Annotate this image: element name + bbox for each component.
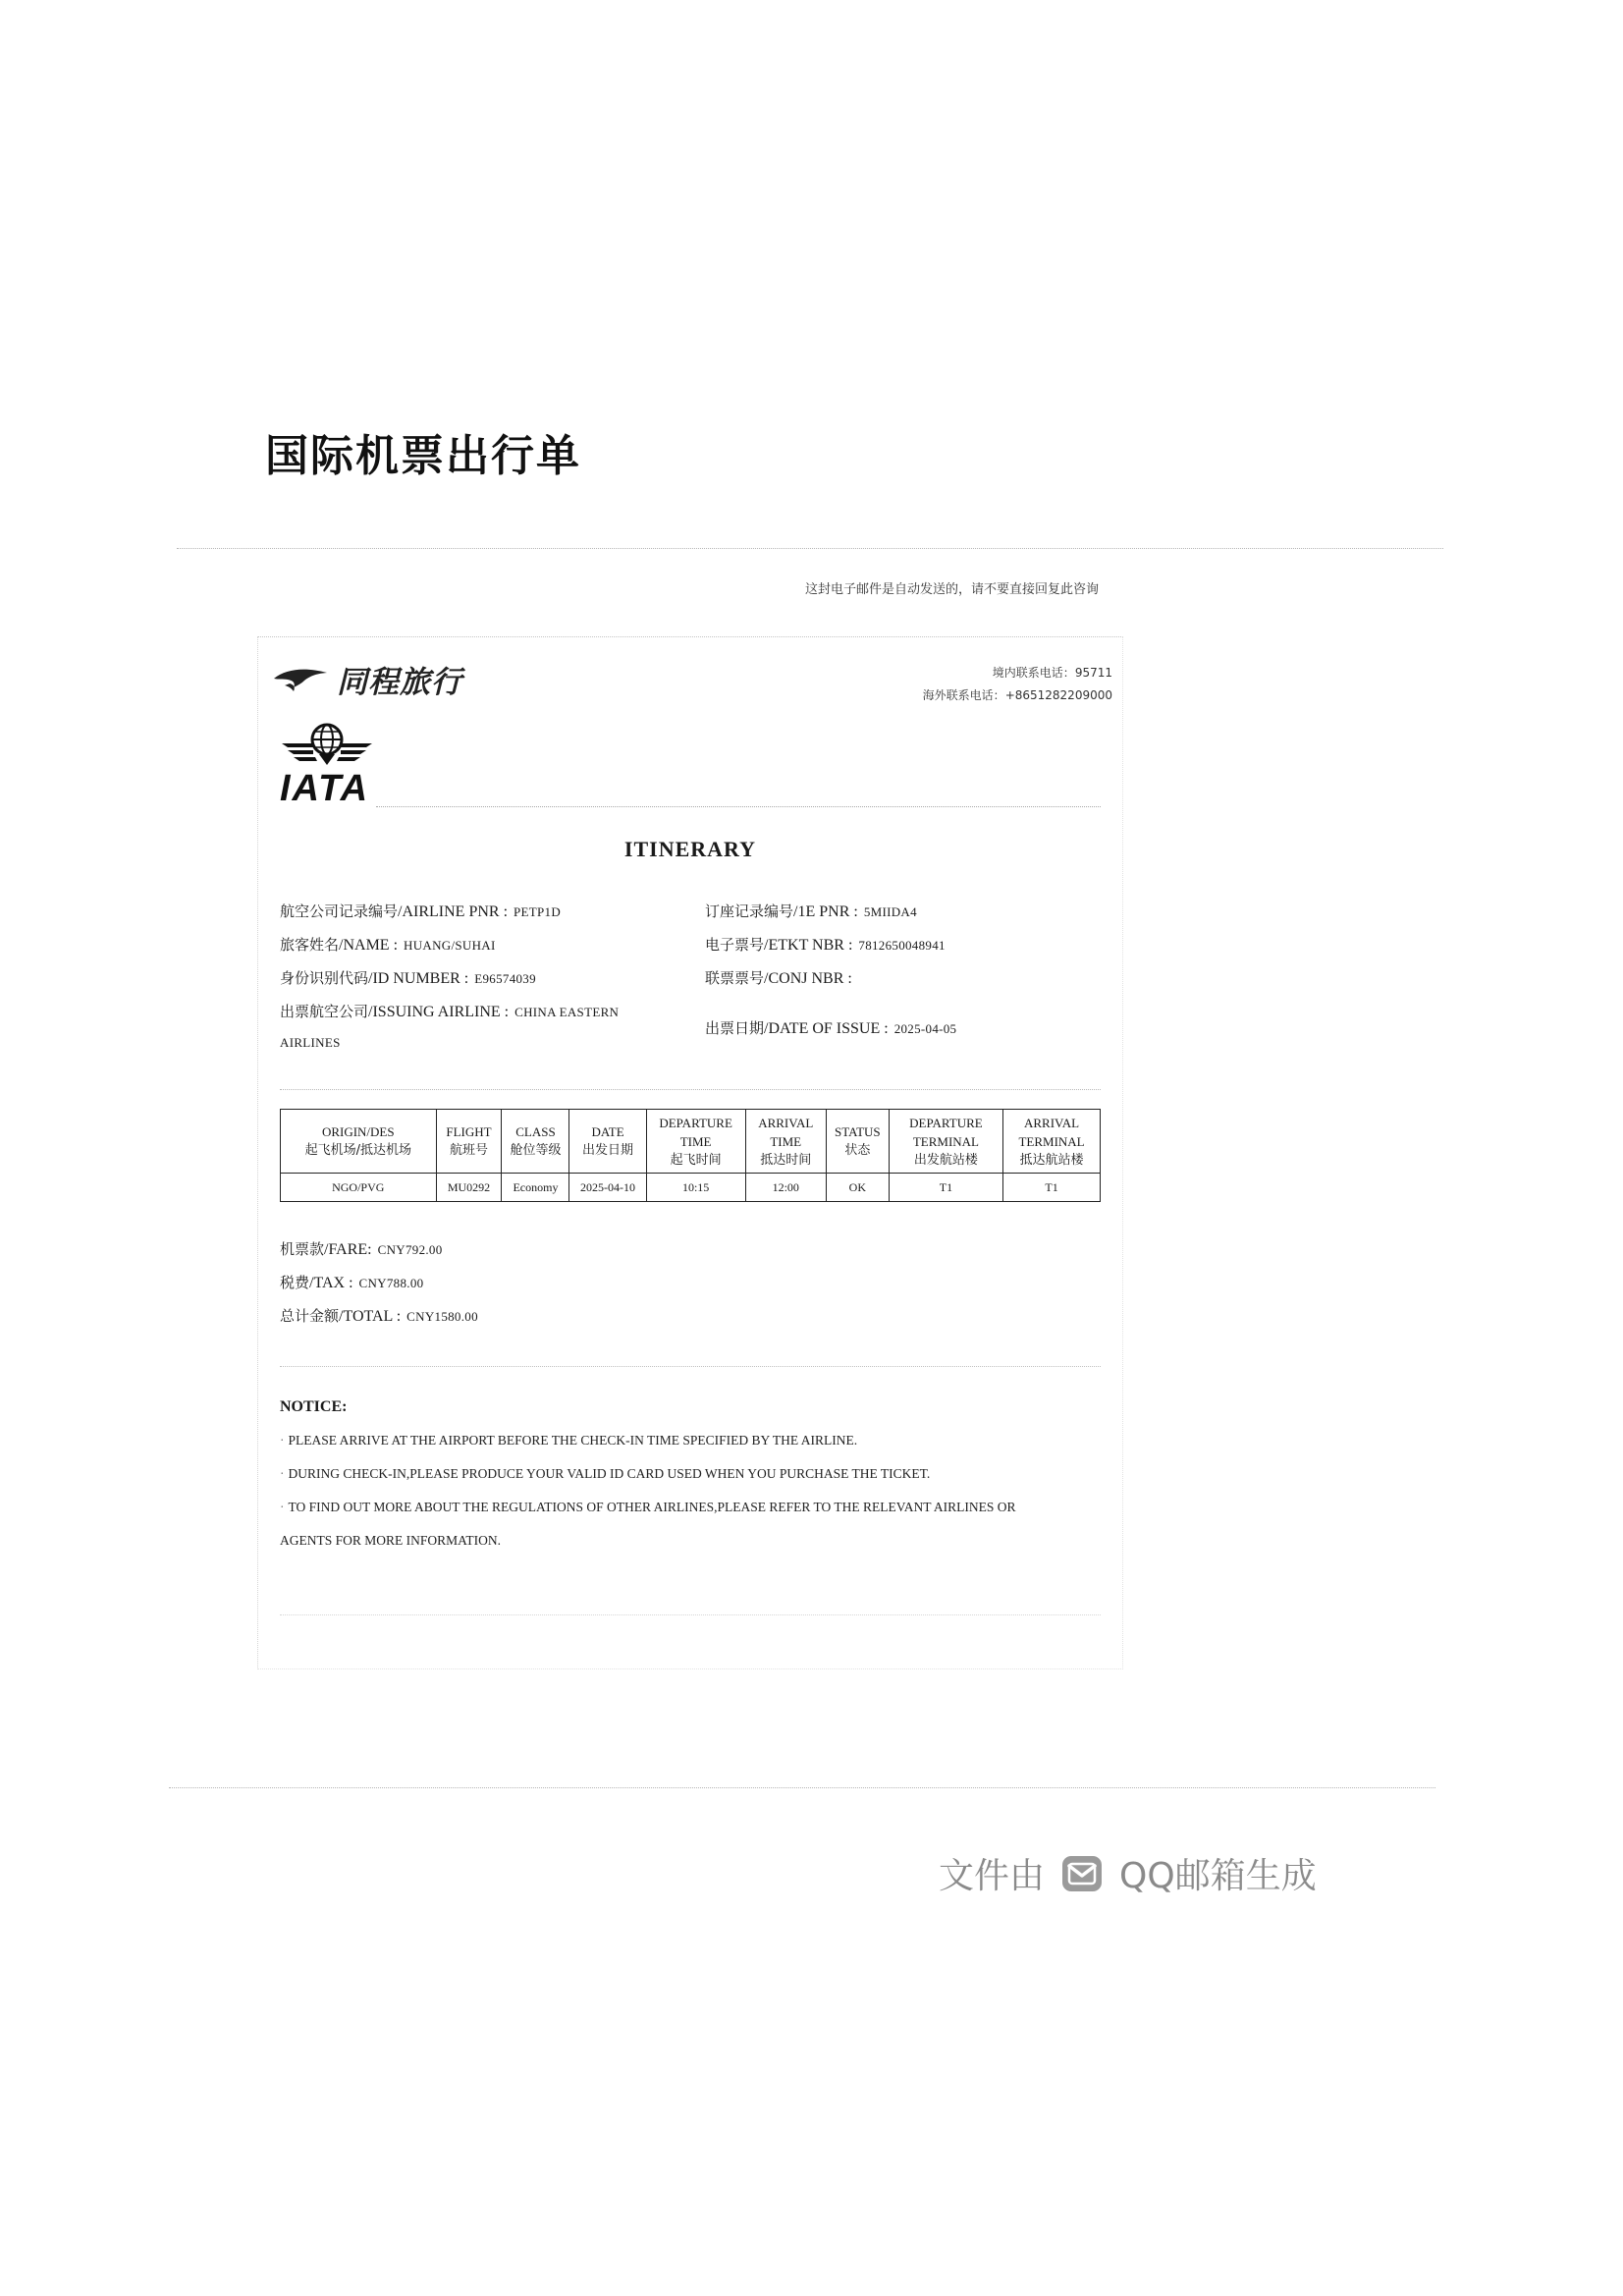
field-label-zh: 机票款 [280, 1240, 325, 1258]
field-label-zh: 电子票号 [705, 936, 765, 954]
overseas-contact [923, 684, 1112, 707]
header-en: STATUS [835, 1124, 881, 1139]
cell-arrival-terminal: T1 [1003, 1174, 1101, 1202]
cell-departure-terminal: T1 [889, 1174, 1002, 1202]
field-label-zh: 订座记录编号 [705, 902, 794, 920]
col-flight [436, 1110, 502, 1174]
top-divider [177, 548, 1443, 549]
header-en: ARRIVAL [1023, 1115, 1080, 1130]
col-date [569, 1110, 646, 1174]
field-label-en: /TOTAL : [339, 1308, 402, 1325]
col-departure-terminal [889, 1110, 1002, 1174]
field-label-en: /FARE: [324, 1241, 372, 1258]
col-status [826, 1110, 889, 1174]
iata-globe-icon [280, 722, 374, 769]
col-departure-time [646, 1110, 745, 1174]
table-divider [280, 1089, 1101, 1090]
contact-value: 95711 [1074, 666, 1112, 680]
header-en: FLIGHT [446, 1124, 492, 1139]
col-origin-des [281, 1110, 437, 1174]
field-value: HUANG/SUHAI [404, 938, 496, 953]
header-en-2: TERMINAL [1018, 1133, 1085, 1149]
auto-email-note: 这封电子邮件是自动发送的，请不要直接回复此咨询 [804, 582, 1099, 597]
iata-logo [280, 722, 374, 807]
field-label-zh: 联票票号 [705, 969, 765, 987]
table-row [281, 1174, 1101, 1202]
domestic-contact [923, 662, 1112, 684]
col-arrival-terminal [1003, 1110, 1101, 1174]
iata-wordmark: IATA [280, 768, 370, 809]
field-label-en: /CONJ NBR : [764, 970, 852, 987]
cell-status: OK [826, 1174, 889, 1202]
field-label-zh: 出票日期 [705, 1019, 765, 1037]
header-en: ORIGIN/DES [321, 1124, 395, 1139]
header-en: CLASS [515, 1124, 556, 1139]
header-zh: 出发航站楼 [913, 1152, 978, 1168]
notice-line: · DURING CHECK-IN,PLEASE PRODUCE YOUR VALID ID CARD USED WHEN YOU PURCHASE THE TICKET. [280, 1466, 930, 1482]
cell-date: 2025-04-10 [569, 1174, 646, 1202]
field-value: CHINA EASTERN [514, 1005, 620, 1019]
field-value: E96574039 [474, 971, 536, 986]
itinerary-document [257, 636, 1123, 1669]
notice-line: · PLEASE ARRIVE AT THE AIRPORT BEFORE THE CHECK-IN TIME SPECIFIED BY THE AIRLINE. [280, 1433, 857, 1449]
footer-divider [169, 1787, 1435, 1788]
field-value: 2025-04-05 [893, 1021, 957, 1036]
brand-logo [272, 657, 462, 701]
qq-mail-icon [1060, 1852, 1104, 1895]
conj-field [705, 967, 858, 988]
header-zh: 出发日期 [582, 1143, 634, 1158]
date-of-issue-field [705, 1017, 956, 1038]
brand-name: 同程旅行 [337, 665, 462, 700]
page-title: 国际机票出行单 [265, 431, 581, 481]
field-label-en: /ID NUMBER : [368, 970, 469, 987]
field-value: 5MIIDA4 [863, 904, 917, 919]
field-value-cont: AIRLINES [280, 1035, 341, 1050]
notice-divider [280, 1366, 1101, 1367]
field-value: 7812650048941 [858, 938, 946, 953]
field-value: CNY792.00 [377, 1242, 443, 1257]
header-zh: 起飞时间 [670, 1152, 722, 1168]
cell-class: Economy [502, 1174, 569, 1202]
flight-table [280, 1109, 1101, 1202]
cell-departure-time: 10:15 [646, 1174, 745, 1202]
bird-logo-icon [272, 667, 329, 692]
header-zh: 状态 [844, 1143, 871, 1158]
document-bottom-divider [280, 1614, 1101, 1615]
field-label-zh: 身份识别代码 [280, 969, 369, 987]
contact-value: +8651282209000 [1004, 688, 1112, 702]
field-label-en: /TAX : [309, 1275, 353, 1291]
notice-title: NOTICE: [280, 1398, 348, 1415]
field-label-zh: 总计金额 [280, 1307, 340, 1325]
itinerary-title: ITINERARY [623, 837, 757, 861]
total-field [280, 1305, 478, 1326]
cell-arrival-time: 12:00 [745, 1174, 826, 1202]
notice-line-cont: AGENTS FOR MORE INFORMATION. [280, 1533, 502, 1548]
field-label-zh: 税费 [280, 1274, 310, 1291]
field-label-en: /ETKT NBR : [764, 937, 853, 954]
field-value: CNY1580.00 [406, 1309, 478, 1324]
header-en-2: TERMINAL [912, 1133, 979, 1149]
notice-line: · TO FIND OUT MORE ABOUT THE REGULATIONS OF OTHER AIRLINES,PLEASE REFER TO THE RELEVANT AIRLINES OR [280, 1500, 1016, 1515]
header-en: DATE [591, 1124, 624, 1139]
field-value: PETP1D [514, 904, 562, 919]
field-label-zh: 旅客姓名 [280, 936, 340, 954]
header-zh: 起飞机场/抵达机场 [304, 1143, 411, 1158]
watermark-prefix: 文件由 [939, 1856, 1046, 1896]
fare-field [280, 1238, 443, 1259]
field-label-en: /ISSUING AIRLINE : [368, 1004, 510, 1020]
field-value: CNY788.00 [358, 1276, 424, 1290]
contact-label: 海外联系电话： [922, 688, 1005, 702]
qq-mail-watermark [939, 1848, 1317, 1898]
header-en: DEPARTURE [659, 1115, 732, 1130]
col-class [502, 1110, 569, 1174]
cell-flight: MU0292 [436, 1174, 502, 1202]
field-label-en: /DATE OF ISSUE : [764, 1020, 889, 1037]
watermark-suffix: QQ邮箱生成 [1119, 1856, 1317, 1896]
header-zh: 舱位等级 [510, 1143, 562, 1158]
header-en-2: TIME [679, 1133, 712, 1149]
table-header-row [281, 1110, 1101, 1174]
name-field [280, 934, 496, 955]
col-arrival-time [745, 1110, 826, 1174]
tax-field [280, 1272, 423, 1292]
issuing-airline-field [280, 1001, 619, 1021]
issuing-airline-cont [280, 1034, 341, 1052]
airline-pnr-field [280, 901, 561, 921]
ie-pnr-field [705, 901, 917, 921]
field-label-en: /NAME : [339, 937, 399, 954]
contact-label: 境内联系电话： [992, 666, 1075, 680]
contact-info [923, 662, 1112, 707]
field-label-en: /AIRLINE PNR : [398, 903, 509, 920]
header-zh: 抵达航站楼 [1019, 1152, 1084, 1168]
id-number-field [280, 967, 536, 988]
header-zh: 航班号 [450, 1143, 489, 1158]
header-en-2: TIME [770, 1133, 802, 1149]
cell-origin-des: NGO/PVG [281, 1174, 437, 1202]
field-label-zh: 航空公司记录编号 [280, 902, 399, 920]
header-divider [376, 806, 1101, 807]
field-label-en: /1E PNR : [793, 903, 858, 920]
field-label-zh: 出票航空公司 [280, 1003, 369, 1020]
etkt-field [705, 934, 946, 955]
header-en: DEPARTURE [909, 1115, 983, 1130]
header-en: ARRIVAL [758, 1115, 814, 1130]
header-zh: 抵达时间 [760, 1152, 812, 1168]
